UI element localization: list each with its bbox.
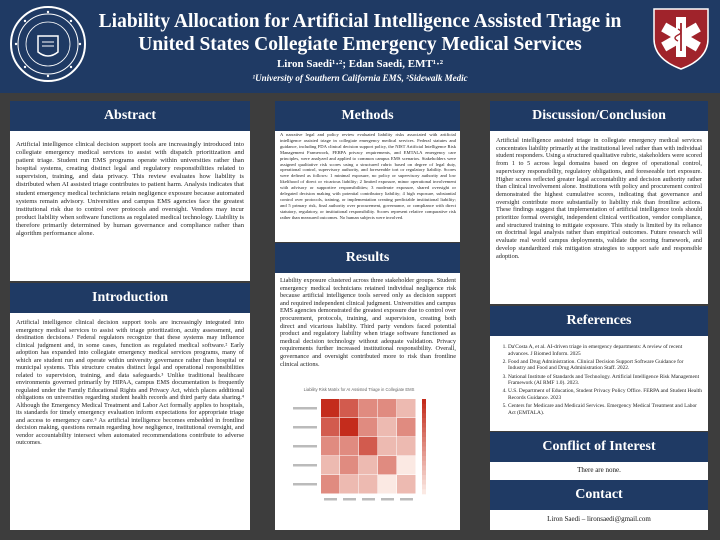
heatmap-cell: [378, 475, 397, 494]
introduction-panel: [10, 313, 250, 530]
poster-title: Liability Allocation for Artificial Intelligence Assisted Triage in United States Collegiate Emergency Medical Services: [98, 11, 622, 55]
contact-text: Liron Saedi – lironsaedi@gmail.com: [547, 515, 651, 523]
discussion-heading: Discussion/Conclusion: [490, 101, 708, 131]
risk-heatmap-chart: [287, 381, 447, 521]
methods-heading: Methods: [275, 101, 460, 131]
column-label: [343, 498, 356, 501]
methods-text: A narrative legal and policy review evaluated liability risks associated with artificial intelligence assisted triage in collegiate emergency medical services. Federal statutes and guidance, including FDA clinical decision support policy, the NIST Artificial Intelligence Risk Management Framework, FERPA privacy requirements, and EMTALA emergency care principles, were analyzed and applied to common campus EMS scenarios. Stakeholders were assigned qualitative risk scores using a structured rubric based on degree of legal duty, operational control, supervisory authority, and foreseeable tort or regulatory liability. Scores were defined as follows: 1 minimal exposure, no policy or supervisory authority and low likelihood of direct or vicarious liability; 2 limited exposure, minor operational involvement with advisory or supportive responsibilities; 3 moderate exposure, shared oversight or delegated decision making with potential contributory liability; 4 high exposure, substantial control over protocols, training, or implementation creating predictable institutional liability; and 5 primary risk, final authority over procurement, governance, or compliance with direct statutory, regulatory, or institutional responsibility. Scores represent relative comparative risk rather than measured outcomes. No human subjects were involved.: [280, 132, 456, 220]
reference-item: 3. National Institute of Standards and Technology. Artificial Intelligence Risk Management Framework (AI RMF 1.0). 2023.: [508, 374, 702, 387]
conflict-heading: Conflict of Interest: [490, 432, 708, 462]
abstract-text: Artificial intelligence clinical decision support tools are increasingly introduced into collegiate emergency medical services to assist with dispatch prioritization and patient triage. Student run EMS programs operate within universities rather than hospital systems, creating distinct legal and regulatory responsibilities related to supervision, training, and data privacy. This review evaluates how liability is distributed when AI assisted triage contributes to patient harm. Analysis indicates that student emergency medical technicians retain negligence exposure because automated systems remain advisory. Universities and campus EMS agencies face the greatest institutional risk due to control over protocols and oversight. Vendors may incur product liability when software functions as regulated medical technology. Liability is therefore primarily determined by human governance and compliance rather than algorithm performance alone.: [16, 141, 244, 238]
poster-affiliations: ¹University of Southern California EMS, ²Sidewalk Medic: [252, 73, 468, 83]
heatmap-cell: [321, 475, 340, 494]
poster-authors: Liron Saedi¹·²; Edan Saedi, EMT¹·²: [276, 58, 444, 70]
heatmap-cell: [397, 418, 416, 437]
heatmap-cell: [340, 399, 359, 418]
heatmap-cell: [359, 475, 378, 494]
heatmap-cell: [378, 437, 397, 456]
results-heading: Results: [275, 243, 460, 273]
heatmap-cell: [397, 475, 416, 494]
discussion-panel: [490, 131, 708, 304]
poster-header: [0, 0, 720, 93]
row-label: [293, 426, 317, 429]
colorbar-segment: [422, 480, 426, 485]
heatmap-cell: [378, 456, 397, 475]
introduction-heading: Introduction: [10, 283, 250, 313]
heatmap-cell: [359, 437, 378, 456]
reference-item: 4. U.S. Department of Education, Student Privacy Policy Office. FERPA and Student Health Records Guidance. 2023: [508, 388, 702, 401]
colorbar-segment: [422, 489, 426, 494]
colorbar-segment: [422, 404, 426, 409]
references-heading: References: [490, 306, 708, 336]
column-label: [362, 498, 375, 501]
colorbar-segment: [422, 399, 426, 404]
colorbar-segment: [422, 456, 426, 461]
row-label: [293, 445, 317, 448]
introduction-text: Artificial intelligence clinical decision support tools are increasingly integrated into emergency medical services to assist with triage prioritization, acuity assessment, and destination decisions.¹ Federal regulators recognize that these systems may influence clinical judgment and, in some cases, function as regulated medical software.² Early adoption has expanded into collegiate emergency medical services programs, many of which are student run and operate within university governance rather than hospital or municipal systems. This structure creates distinct legal and operational responsibilities related to supervision, training, and data safeguards.³ Unlike traditional healthcare environments governed primarily by HIPAA, campus EMS documentation is frequently regulated under the Family Educational Rights and Privacy Act, which places additional obligations on universities regarding student health records and third party data sharing.⁴ Although the Emergency Medical Treatment and Labor Act formally applies to hospitals, its standards for timely emergency evaluation inform expectations for appropriate triage and access to emergency care.⁵ As artificial intelligence becomes embedded in frontline decision making, questions remain regarding how negligence, institutional oversight, and vendor accountability intersect when automated recommendations contribute to adverse outcomes.: [16, 319, 244, 446]
methods-panel: [275, 131, 460, 242]
colorbar-segment: [422, 428, 426, 433]
conflict-panel: [490, 462, 708, 480]
discussion-text: Artificial intelligence assisted triage in collegiate emergency medical services concentrates liability primarily at the institutional level rather than with individual student responders. Using a structured qualitative rubric, stakeholders were scored from 1 to 5 across legal domains based on degree of operational control, supervisory responsibility, regulatory obligations, and foreseeable tort exposure. Higher scores reflected greater legal accountability and decision authority rather than clinical involvement alone. Institutions with policy and procurement control demonstrated the highest cumulative scores, indicating that governance and oversight contribute more substantially to liability risk than frontline actions. These findings suggest that implementation of artificial intelligence tools should prioritize formal oversight, independent clinical verification, vendor compliance, and structured training to mitigate exposure. This study is limited by its reliance on doctrinal legal analysis rather than empirical outcomes. Future research will evaluate real world campus deployments, validate the scoring framework, and develop standardized risk mitigation strategies to support safe and responsible adoption.: [496, 137, 703, 260]
colorbar-segment: [422, 485, 426, 490]
results-text: Liability exposure clustered across three stakeholder groups. Student emergency medical technicians retained individual negligence risk because artificial intelligence tools served only as decision support and required independent clinical judgment. Universities and campus EMS agencies demonstrated the greatest exposure due to control over procurement, protocols, training, and supervision, creating both direct and vicarious liability. Third party vendors faced potential product and regulatory liability when triage software functioned as medical decision technology without adequate validation. Privacy requirements further increased institutional responsibility. Overall, governance and oversight contributed more to risk than frontline clinical actions.: [280, 277, 456, 368]
conflict-text: There are none.: [577, 466, 621, 474]
column-label: [324, 498, 337, 501]
heatmap-cell: [340, 475, 359, 494]
colorbar-segment: [422, 418, 426, 423]
reference-item: 5. Centers for Medicare and Medicaid Services. Emergency Medical Treatment and Labor Act (EMTALA).: [508, 403, 702, 416]
colorbar-segment: [422, 470, 426, 475]
colorbar-segment: [422, 413, 426, 418]
university-seal-icon: [8, 4, 88, 84]
chart-title: Liability Risk Matrix for AI Assisted Triage in Collegiate EMS: [303, 387, 415, 392]
colorbar-segment: [422, 475, 426, 480]
colorbar-segment: [422, 461, 426, 466]
colorbar-segment: [422, 432, 426, 437]
colorbar-segment: [422, 409, 426, 414]
reference-item: 1. Da'Costa A, et al. AI-driven triage in emergency departments: A review of recent advances. J Biomed Inform. 2025: [508, 344, 702, 357]
contact-heading: Contact: [490, 480, 708, 510]
heatmap-cell: [359, 399, 378, 418]
heatmap-cell: [378, 418, 397, 437]
reference-item: 2. Food and Drug Administration. Clinical Decision Support Software Guidance for Industry and Food and Drug Administration Staff. 2022.: [508, 359, 702, 372]
column-label: [381, 498, 394, 501]
heatmap-cell: [397, 437, 416, 456]
heatmap-cell: [359, 418, 378, 437]
abstract-panel: [10, 131, 250, 281]
colorbar-segment: [422, 423, 426, 428]
references-panel: [490, 336, 708, 431]
references-list: [496, 344, 702, 418]
contact-panel: [490, 510, 708, 530]
heatmap-cell: [340, 437, 359, 456]
colorbar-segment: [422, 447, 426, 452]
heatmap-cell: [321, 456, 340, 475]
heatmap-cell: [321, 437, 340, 456]
heatmap-cell: [321, 418, 340, 437]
heatmap-cell: [340, 418, 359, 437]
heatmap-cell: [321, 399, 340, 418]
heatmap-cell: [397, 456, 416, 475]
colorbar-segment: [422, 442, 426, 447]
heatmap-cell: [340, 456, 359, 475]
column-label: [400, 498, 413, 501]
colorbar-segment: [422, 437, 426, 442]
heatmap-cell: [378, 399, 397, 418]
heatmap-cell: [359, 456, 378, 475]
results-panel: [275, 273, 460, 530]
abstract-heading: Abstract: [10, 101, 250, 131]
colorbar-segment: [422, 451, 426, 456]
colorbar-segment: [422, 466, 426, 471]
star-of-life-icon: [648, 5, 714, 71]
row-label: [293, 407, 317, 410]
heatmap-cell: [397, 399, 416, 418]
row-label: [293, 483, 317, 486]
row-label: [293, 464, 317, 467]
